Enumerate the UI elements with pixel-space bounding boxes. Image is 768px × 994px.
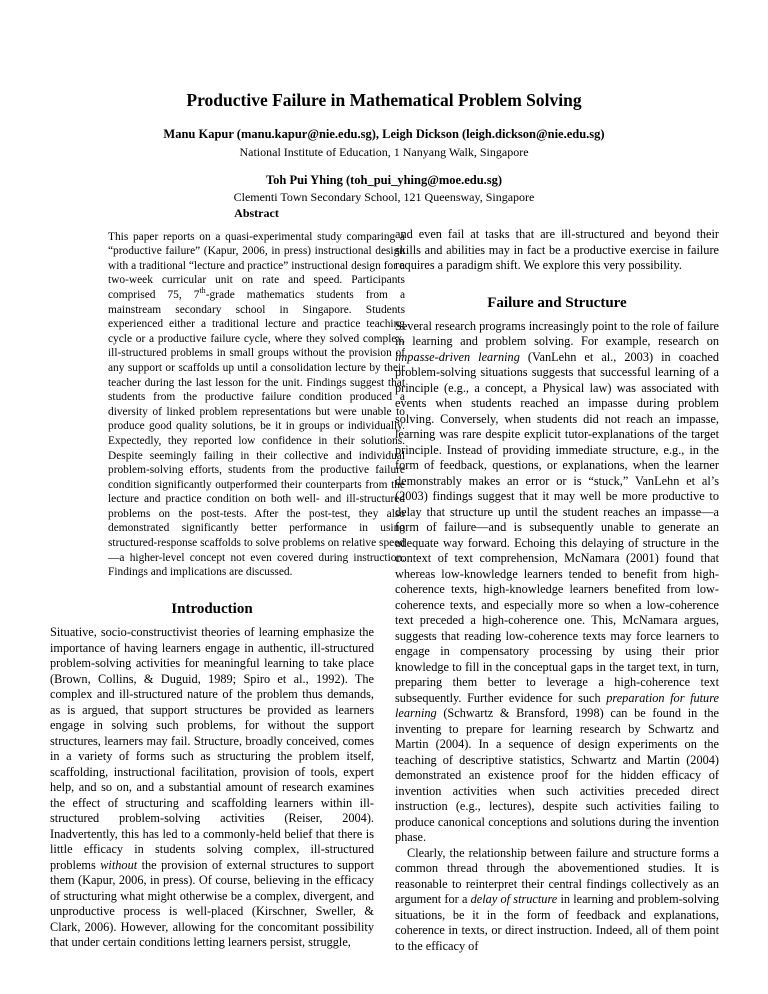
authors-line-2: Toh Pui Yhing (toh_pui_yhing@moe.edu.sg) [265, 173, 503, 187]
right-column [395, 227, 719, 954]
authors-line-1: Manu Kapur (manu.kapur@nie.edu.sg), Leigh Dickson (leigh.dickson@nie.edu.sg) [163, 127, 605, 141]
failure-paragraph-1: Several research programs increasingly point to the role of failure in learning and problem solving. For example, research on impasse-driven learning (VanLehn et al., 2003) in coached problem-solving situations suggests that successful learning of a principle (e.g., a concept, a Physical law) was associated with events when students reached an impasse during problem solving. Conversely, when students did not reach an impasse, learning was rare despite explicit tutor-explanations of the target principle. Instead of providing immediate structure, e.g., in the form of feedback, questions, or explanations, when the learner demonstrably makes an error or is “stuck,” VanLehn et al’s (2003) findings suggest that it may well be more productive to delay that structure up until the student reaches an impasse—a form of failure—and is subsequently unable to generate an adequate way forward. Echoing this delaying of structure in the context of text comprehension, McNamara (2001) found that whereas low-knowledge learners tended to benefit from high-coherence texts, high-knowledge learners benefited from low-coherence texts, and especially more so when a low-coherence text preceded a high-coherence one. This, McNamara argues, suggests that reading low-coherence texts may force learners to engage in compensatory processing by using their prior knowledge to fill in the conceptual gaps in the target text, in turn, preparing them better to leverage a high-coherence text subsequently. Further evidence for such preparation for future learning (Schwartz & Bransford, 1998) can be found in the inventing to prepare for learning research by Schwartz and Martin (2004). In a sequence of design experiments on the teaching of descriptive statistics, Schwartz and Martin (2004) demonstrated an existence proof for the hidden efficacy of invention activities when such activities preceded direct instruction (e.g., lectures), despite such activities failing to produce canonical conceptions and solutions during the invention phase. [395, 318, 719, 844]
left-column [50, 600, 374, 951]
failure-structure-heading: Failure and Structure [487, 294, 627, 311]
failure-paragraph-2: Clearly, the relationship between failure and structure forms a common thread through the abovementioned studies. It is reasonable to reinterpret their central findings collectively as an argument for a delay of structure in learning and problem-solving situations, be it in the form of feedback and explanations, coherence in texts, or direct instruction. Indeed, all of them point to the efficacy of [395, 845, 719, 953]
affiliation-1: National Institute of Education, 1 Nanyang Walk, Singapore [239, 145, 529, 159]
abstract-block [108, 206, 405, 580]
introduction-heading: Introduction [171, 601, 253, 617]
affiliation-2: Clementi Town Secondary School, 121 Queensway, Singapore [233, 190, 535, 204]
paper-title: Productive Failure in Mathematical Problem Solving [186, 90, 582, 110]
introduction-continued: and even fail at tasks that are ill-structured and beyond their skills and abilities may in fact be a productive exercise in failure requires a paradigm shift. We explore this very possibility. [395, 227, 719, 272]
introduction-paragraph: Situative, socio-constructivist theories of learning emphasize the importance of having learners engage in authentic, ill-structured problem-solving activities for meaningful learning to take place (Brown, Collins, & Duguid, 1989; Spiro et al., 1992). The complex and ill-structured nature of the problem thus demands, as is argued, that support structures be provided as learners engage in solving such problems, for without the support structures, learners may fail. Structure, broadly conceived, comes in a variety of forms such as structuring the problem itself, scaffolding, instructional facilitation, provision of tools, expert help, and so on, and a substantial amount of research examines the effect of structuring and scaffolding learners within ill-structured problem-solving activities (Reiser, 2004). Inadvertently, this has led to a commonly-held belief that there is little efficacy in students solving complex, ill-structured problems without the provision of external structures to support them (Kapur, 2006, in press). Of course, believing in the efficacy of structuring what might otherwise be a complex, divergent, and unproductive process is well-placed (Kirschner, Sweller, & Clark, 2006). However, allowing for the concomitant possibility that under certain conditions letting learners persist, struggle, [50, 625, 374, 949]
abstract-heading: Abstract [234, 206, 279, 220]
abstract-text: This paper reports on a quasi-experimental study comparing a “productive failure” (Kapur, 2006, in press) instructional design with a traditional “lecture and practice” instructional design for a two-week curricular unit on rate and speed. Participants comprised 75, 7th-grade mathematics students from a mainstream secondary school in Singapore. Students experienced either a traditional lecture and practice teaching cycle or a productive failure cycle, where they solved complex, ill-structured problems in small groups without the provision of any support or scaffolds up until a consolidation lecture by their teacher during the last lesson for the unit. Findings suggest that students from the productive failure condition produced a diversity of linked problem representations but were unable to produce good quality solutions, be it in groups or individually. Expectedly, they reported low confidence in their solutions. Despite seemingly failing in their collective and individual problem-solving efforts, students from the productive failure condition significantly outperformed their counterparts from the lecture and practice condition on both well- and ill-structured problems on the post-tests. After the post-test, they also demonstrated significantly better performance in using structured-response scaffolds to solve problems on relative speed—a higher-level concept not even covered during instruction. Findings and implications are discussed. [108, 230, 406, 579]
